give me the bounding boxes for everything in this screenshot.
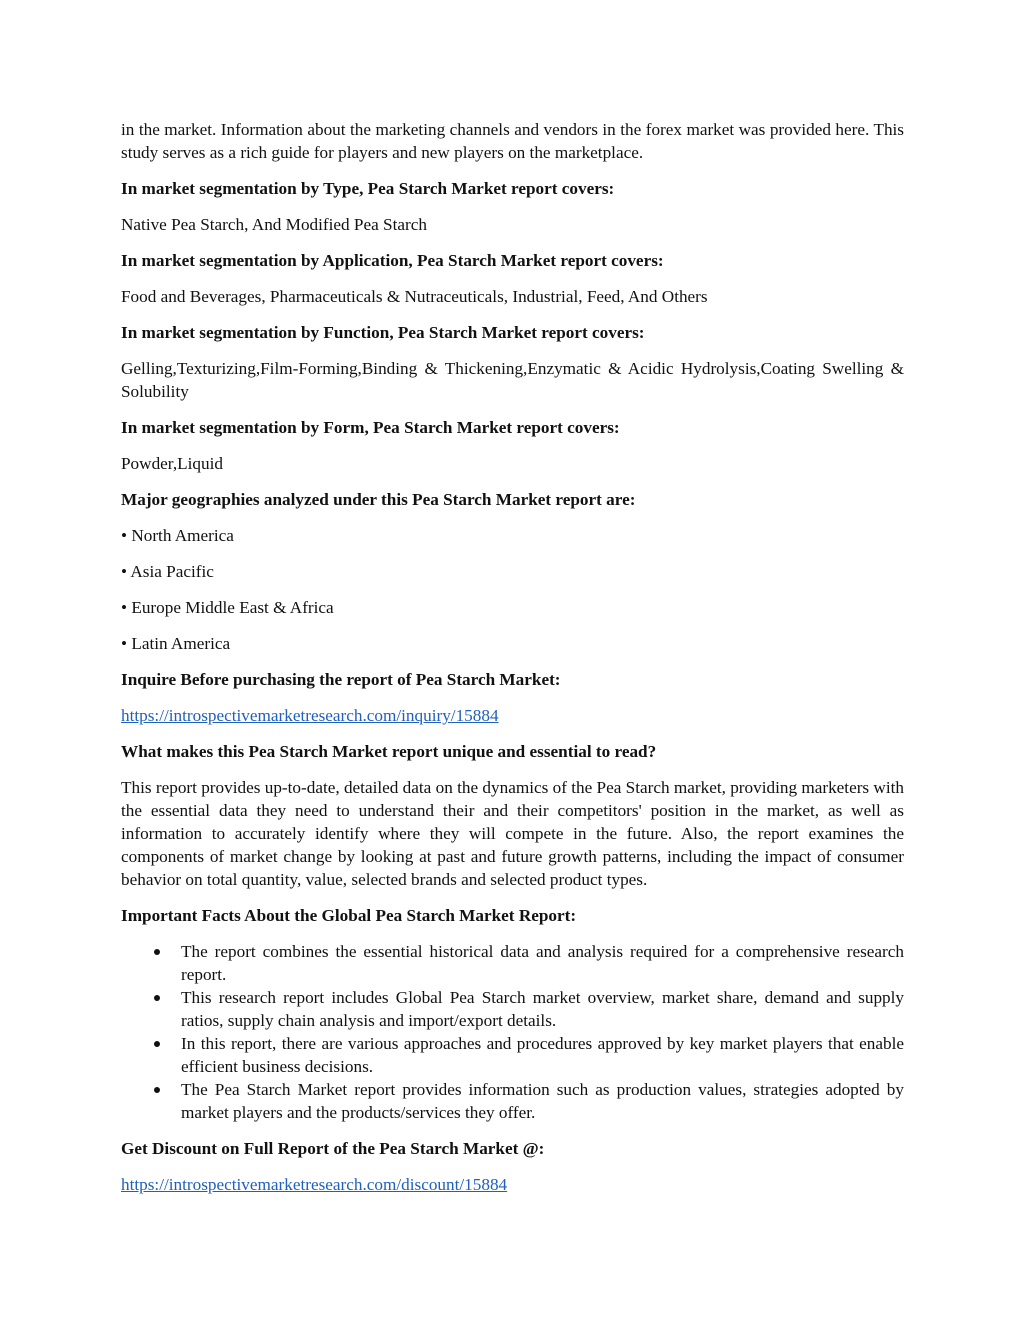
discount-link-line — [121, 1173, 904, 1196]
list-item — [121, 940, 904, 986]
inquire-link[interactable]: https://introspectivemarketresearch.com/inquiry/15884 — [121, 706, 499, 725]
application-heading: In market segmentation by Application, Pea Starch Market report covers: — [121, 251, 664, 270]
function-heading: In market segmentation by Function, Pea Starch Market report covers: — [121, 323, 645, 342]
unique-heading: What makes this Pea Starch Market report unique and essential to read? — [121, 742, 657, 761]
function-text: Gelling,Texturizing,Film-Forming,Binding & Thickening,Enzymatic & Acidic Hydrolysis,Coating Swelling & Solubility — [121, 359, 904, 401]
fact-text: This research report includes Global Pea Starch market overview, market share, demand and supply ratios, supply chain analysis and import/export details. — [181, 988, 904, 1030]
geography-item: • Latin America — [121, 634, 231, 653]
fact-text: The Pea Starch Market report provides information such as production values, strategies adopted by market players and the products/services they offer. — [181, 1080, 904, 1122]
inquire-link-line — [121, 704, 904, 727]
form-heading: In market segmentation by Form, Pea Starch Market report covers: — [121, 418, 620, 437]
facts-list — [121, 940, 904, 1124]
bullet-icon — [154, 1087, 160, 1093]
bullet-icon — [154, 1041, 160, 1047]
unique-paragraph: This report provides up-to-date, detailed data on the dynamics of the Pea Starch market, providing marketers with the essential data they need to understand their and their competitors' position in the market, as well as information to accurately identify where they will compete in the future. Also, the report examines the components of market change by looking at past and future growth patterns, including the impact of consumer behavior on total quantity, value, selected brands and selected product types. — [121, 778, 904, 889]
fact-text: In this report, there are various approaches and procedures approved by key market players that enable efficient business decisions. — [181, 1034, 904, 1076]
type-heading: In market segmentation by Type, Pea Starch Market report covers: — [121, 179, 615, 198]
bullet-icon — [154, 995, 160, 1001]
list-item — [121, 1078, 904, 1124]
intro-paragraph: in the market. Information about the marketing channels and vendors in the forex market was provided here. This study serves as a rich guide for players and new players on the marketplace. — [121, 120, 904, 162]
discount-heading: Get Discount on Full Report of the Pea Starch Market @: — [121, 1139, 545, 1158]
type-text: Native Pea Starch, And Modified Pea Starch — [121, 215, 427, 234]
geography-item: • Asia Pacific — [121, 562, 214, 581]
geographies-heading: Major geographies analyzed under this Pea Starch Market report are: — [121, 490, 636, 509]
geography-item: • Europe Middle East & Africa — [121, 598, 334, 617]
application-text: Food and Beverages, Pharmaceuticals & Nutraceuticals, Industrial, Feed, And Others — [121, 287, 708, 306]
inquire-heading: Inquire Before purchasing the report of Pea Starch Market: — [121, 670, 561, 689]
list-item — [121, 1032, 904, 1078]
geography-item: • North America — [121, 526, 234, 545]
list-item — [121, 986, 904, 1032]
form-text: Powder,Liquid — [121, 454, 223, 473]
document-page — [121, 118, 904, 1196]
facts-heading: Important Facts About the Global Pea Starch Market Report: — [121, 906, 577, 925]
bullet-icon — [154, 949, 160, 955]
fact-text: The report combines the essential historical data and analysis required for a comprehensive research report. — [181, 942, 904, 984]
discount-link[interactable]: https://introspectivemarketresearch.com/discount/15884 — [121, 1175, 508, 1194]
